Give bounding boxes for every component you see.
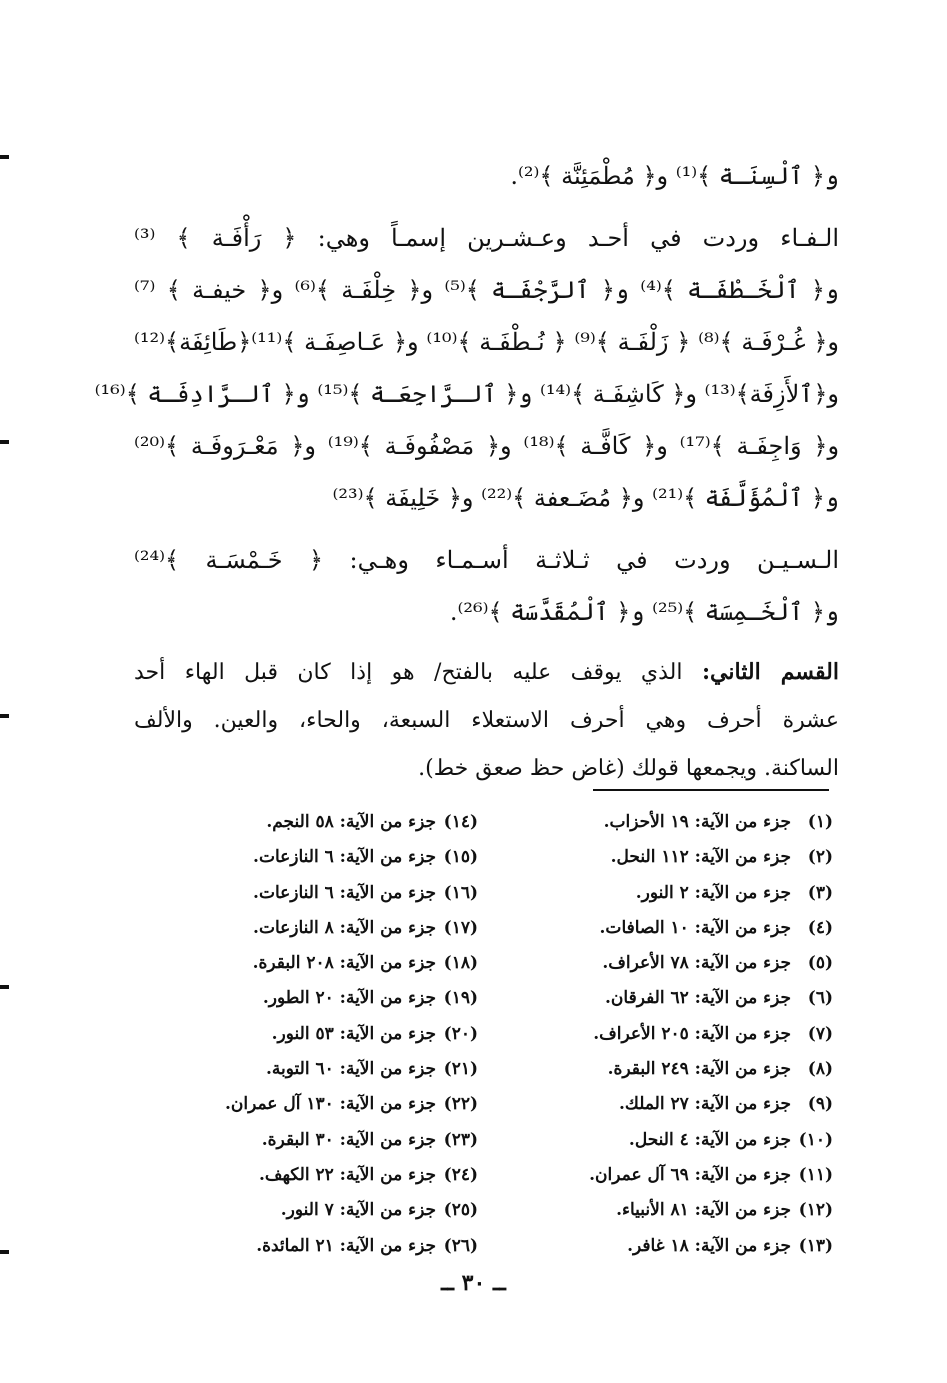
footnote-text: جزء من الآية: ٦٩ آل عمران. bbox=[589, 1164, 791, 1185]
footnote-number: (٨) bbox=[807, 1059, 833, 1080]
section-heading: القسم الثاني: bbox=[701, 659, 839, 685]
footnote-item bbox=[138, 876, 478, 911]
footnote-number: (٢٦) bbox=[443, 1235, 478, 1256]
footnote-text: جزء من الآية: ١٠ الصافات. bbox=[599, 917, 791, 938]
footnote-item bbox=[493, 840, 833, 875]
footnote-number: (١٩) bbox=[443, 988, 478, 1009]
footnote-item bbox=[138, 981, 478, 1016]
footnote-number: (٢) bbox=[807, 847, 833, 868]
footnote-item bbox=[493, 981, 833, 1016]
footnote-item bbox=[138, 1193, 478, 1228]
footnote-number: (٥) bbox=[807, 953, 833, 974]
footnotes-right-column bbox=[493, 805, 833, 1264]
footnote-item bbox=[493, 1123, 833, 1158]
text-line: الـفـاء وردت في أحـد وعـشـرين إسمـاً وهي: ﴿ رَأْفَـة ﴾ ⁽³⁾ bbox=[134, 224, 839, 252]
footnotes-left-column bbox=[138, 805, 478, 1264]
paragraph-section-two bbox=[134, 648, 839, 793]
footnote-number: (١٢) bbox=[798, 1200, 833, 1221]
footnote-item bbox=[493, 1052, 833, 1087]
footnote-item bbox=[493, 1158, 833, 1193]
footnote-text: جزء من الآية: ٦٢ الفرقان. bbox=[604, 988, 791, 1009]
text-line: و﴿ٱلأَزِفَة﴾⁽¹³⁾ و﴿ كَاشِفَـة ﴾⁽¹⁴⁾ و﴿ ٱلـرَّاجِعَـة ﴾⁽¹⁵⁾ و﴿ ٱلـرَّادِفَـة ﴾⁽¹⁶⁾ bbox=[94, 380, 839, 408]
footnote-number: (٩) bbox=[807, 1094, 833, 1115]
footnote-text: جزء من الآية: ٧٨ الأعراف. bbox=[602, 953, 791, 974]
footnote-item bbox=[138, 946, 478, 981]
footnote-text: جزء من الآية: ١٣٠ آل عمران. bbox=[224, 1094, 436, 1115]
footnote-item bbox=[138, 1229, 478, 1264]
footnote-separator bbox=[593, 789, 829, 791]
footnote-number: (٣) bbox=[807, 882, 833, 903]
footnote-text: جزء من الآية: ٦ النازعات. bbox=[253, 882, 436, 903]
footnote-text: جزء من الآية: ٢٤٩ البقرة. bbox=[607, 1059, 791, 1080]
footnote-number: (١٠) bbox=[798, 1129, 833, 1150]
footnote-text: جزء من الآية: ٢٠ الطور. bbox=[262, 988, 436, 1009]
page-number: ــ ٣٠ ــ bbox=[441, 1270, 506, 1296]
footnote-number: (١١) bbox=[798, 1164, 833, 1185]
text-line: الساكنة. ويجمعها قولك (غاض حظ صعق خط). bbox=[418, 756, 839, 781]
footnote-item bbox=[138, 1158, 478, 1193]
text-line: و﴿ ٱلْخَـطْفَـة ﴾⁽⁴⁾ و﴿ ٱلرَّجْفَـة ﴾⁽⁵⁾ و﴿ خِلْفَـة ﴾⁽⁶⁾ و﴿ خيفـة ﴾ ⁽⁷⁾ bbox=[134, 276, 839, 304]
footnote-item bbox=[138, 1052, 478, 1087]
margin-mark bbox=[0, 440, 9, 444]
footnote-item bbox=[138, 840, 478, 875]
footnote-number: (١٧) bbox=[443, 917, 478, 938]
footnote-text: جزء من الآية: ٢٧ الملك. bbox=[618, 1094, 791, 1115]
text-line: عشرة أحرف وهي أحرف الاستعلاء السبعة، والحاء، والعين. والألف bbox=[134, 708, 839, 733]
text-line: و﴿ غُـرْفَـة ﴾⁽⁸⁾ ﴿ زَلْفَـة ﴾⁽⁹⁾ ﴿ نُـطْفَـة ﴾⁽¹⁰⁾ و﴿ عَـاصِفَـة ﴾⁽¹¹⁾﴿طَائِفَة﴾⁽¹²⁾ bbox=[134, 328, 839, 356]
footnote-number: (١٣) bbox=[798, 1235, 833, 1256]
footnote-number: (١٥) bbox=[443, 847, 478, 868]
paragraph-faa bbox=[94, 212, 840, 524]
footnote-item bbox=[493, 1229, 833, 1264]
margin-mark bbox=[0, 155, 9, 159]
footnote-number: (٢٣) bbox=[443, 1129, 478, 1150]
footnote-text: جزء من الآية: ٢ النور. bbox=[635, 882, 791, 903]
footnote-item bbox=[493, 1087, 833, 1122]
footnote-item bbox=[138, 1123, 478, 1158]
footnote-item bbox=[493, 946, 833, 981]
footnote-item bbox=[493, 876, 833, 911]
footnote-item bbox=[138, 1087, 478, 1122]
footnote-item bbox=[493, 911, 833, 946]
footnote-text: جزء من الآية: ٦ النازعات. bbox=[253, 847, 436, 868]
footnote-text: جزء من الآية: ٦٠ التوبة. bbox=[266, 1059, 436, 1080]
paragraph-seen bbox=[134, 534, 839, 638]
footnote-item bbox=[493, 1017, 833, 1052]
footnote-item bbox=[493, 1193, 833, 1228]
footnote-item bbox=[493, 805, 833, 840]
footnote-item bbox=[138, 911, 478, 946]
footnote-item bbox=[138, 1017, 478, 1052]
footnote-text: جزء من الآية: ٢٢ الكهف. bbox=[258, 1164, 436, 1185]
footnote-number: (٢٠) bbox=[443, 1023, 478, 1044]
footnote-text: جزء من الآية: ١٩ الأحزاب. bbox=[603, 812, 791, 832]
footnote-number: (٢١) bbox=[443, 1059, 478, 1080]
footnote-number: (٢٤) bbox=[443, 1164, 478, 1185]
margin-mark bbox=[0, 985, 9, 989]
text-span: الذي يوقف عليه بالفتح/ هو إذا كان قبل الهاء أحد bbox=[134, 660, 683, 685]
footnote-text: جزء من الآية: ٨ النازعات. bbox=[253, 917, 436, 938]
footnote-number: (١٦) bbox=[443, 882, 478, 903]
text-line: و﴿ ٱلْمُؤَلَّفَة ﴾⁽²¹⁾ و﴿ مُضَـعفة ﴾⁽²²⁾ و﴿ خَلِيفَة ﴾⁽²³⁾ bbox=[332, 484, 839, 512]
text-line: الـسـيـن وردت في ثـلاثـة أسـمـاء وهـي: ﴿ خَـمْسَـة ﴾⁽²⁴⁾ bbox=[134, 546, 839, 574]
footnote-number: (١٨) bbox=[443, 953, 478, 974]
text-line: و﴿ وَاجِفَـة ﴾⁽¹⁷⁾ و﴿ كَافَّـة ﴾⁽¹⁸⁾ و﴿ مَصْفُوفَـة ﴾⁽¹⁹⁾ و﴿ مَعْـرَوفَـة ﴾⁽²⁰⁾ bbox=[134, 432, 840, 460]
footnote-text: جزء من الآية: ٢٠٨ البقرة. bbox=[252, 953, 436, 974]
footnote-text: جزء من الآية: ٥٨ النجم. bbox=[266, 812, 436, 832]
footnote-number: (١) bbox=[807, 812, 833, 832]
footnotes bbox=[113, 805, 833, 1265]
main-text bbox=[94, 150, 840, 803]
text-line: و﴿ ٱلْخَـمِسَة ﴾⁽²⁵⁾ و﴿ ٱلْمُقَدَّسَة ﴾⁽²⁶⁾. bbox=[449, 598, 839, 626]
margin-mark bbox=[0, 1250, 9, 1254]
footnote-number: (١٤) bbox=[443, 812, 478, 832]
footnote-text: جزء من الآية: ٤ النحل. bbox=[628, 1129, 791, 1150]
footnote-text: جزء من الآية: ١٨ غافر. bbox=[627, 1235, 791, 1256]
footnote-number: (٤) bbox=[807, 917, 833, 938]
margin-mark bbox=[0, 714, 9, 718]
footnote-number: (٢٥) bbox=[443, 1200, 478, 1221]
paragraph-opening bbox=[134, 150, 839, 202]
footnote-text: جزء من الآية: ٢١ المائدة. bbox=[256, 1235, 436, 1256]
footnote-text: جزء من الآية: ٢٠٥ الأعراف. bbox=[593, 1023, 791, 1044]
text-line bbox=[134, 648, 839, 697]
footnote-number: (٢٢) bbox=[443, 1094, 478, 1115]
footnote-text: جزء من الآية: ٨١ الأنبياء. bbox=[616, 1200, 791, 1221]
footnote-item bbox=[138, 805, 478, 840]
footnote-number: (٦) bbox=[807, 988, 833, 1009]
text-line: و﴿ ٱلْسِنَـة ﴾⁽¹⁾ و﴿ مُطْمَئِنَّة ﴾⁽²⁾. bbox=[510, 162, 839, 190]
footnote-text: جزء من الآية: ٧ النور. bbox=[280, 1200, 436, 1221]
footnote-number: (٧) bbox=[807, 1023, 833, 1044]
footnote-text: جزء من الآية: ٥٣ النور. bbox=[271, 1023, 436, 1044]
footnote-text: جزء من الآية: ١١٢ النحل. bbox=[610, 847, 791, 868]
footnote-text: جزء من الآية: ٣٠ البقرة. bbox=[261, 1129, 436, 1150]
